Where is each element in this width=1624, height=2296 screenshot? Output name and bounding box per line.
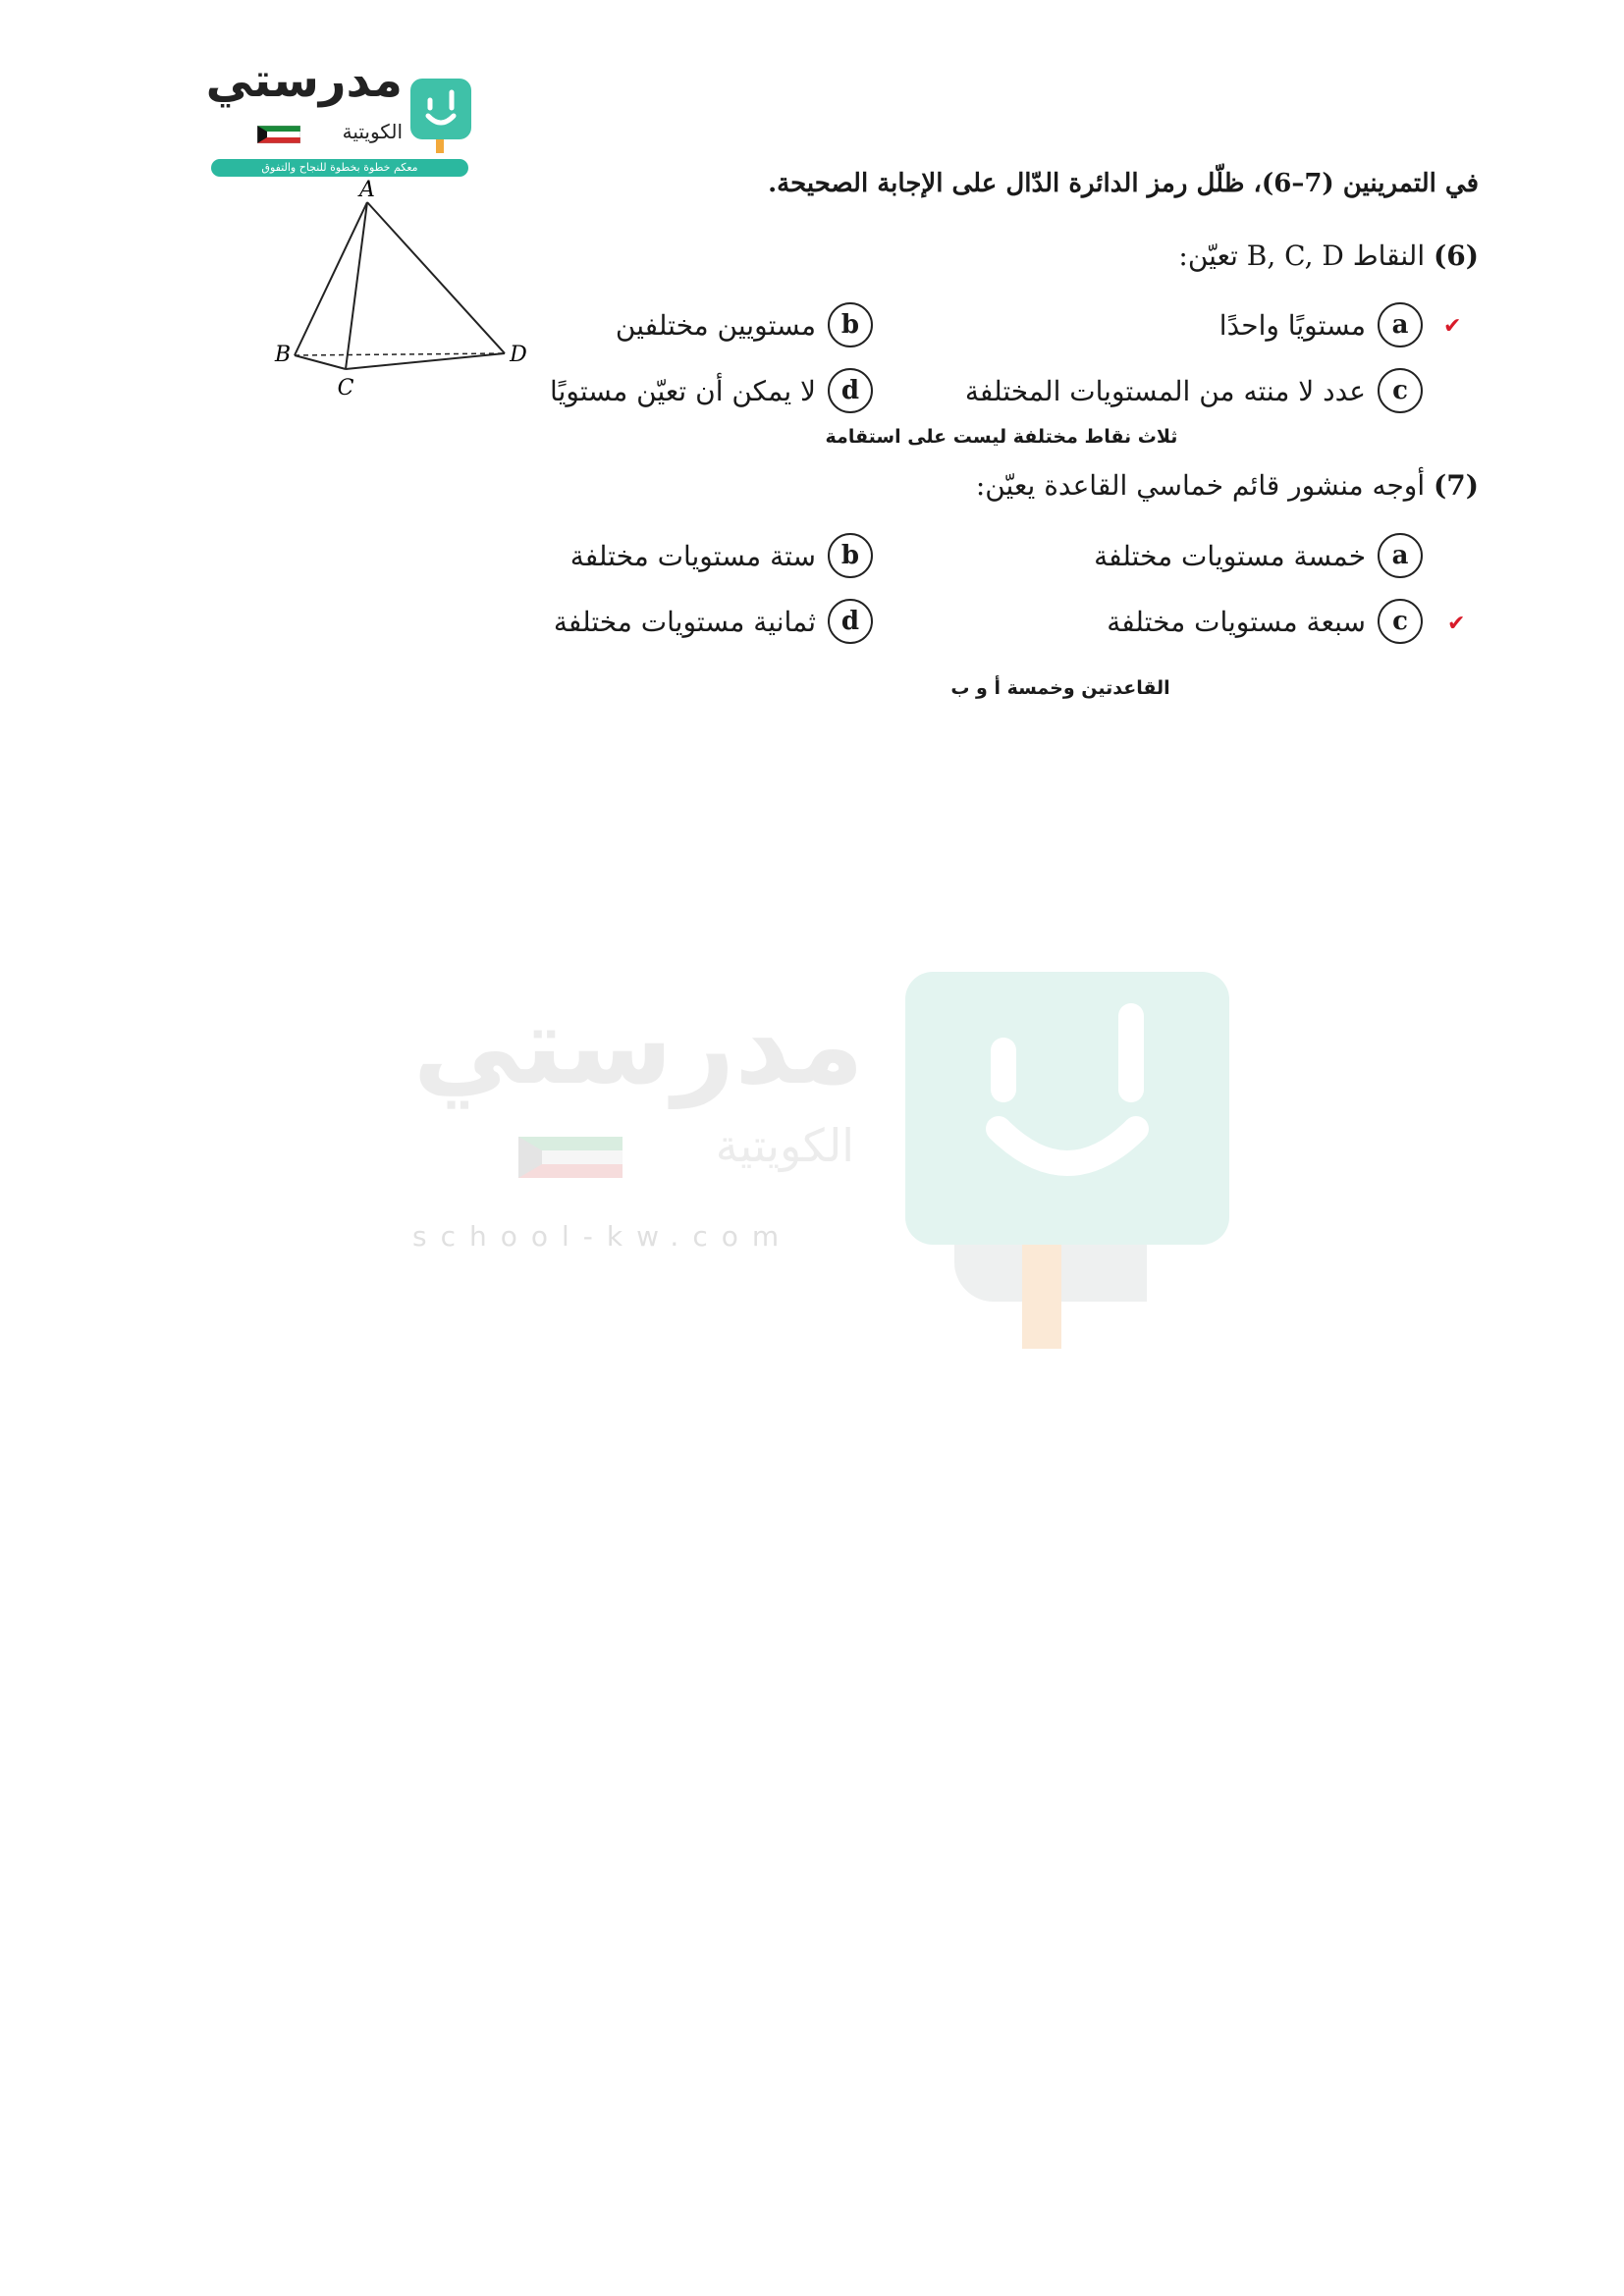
- question-text: أوجه منشور قائم خماسي القاعدة يعيّن:: [975, 469, 1426, 502]
- q7-option-c[interactable]: [1107, 599, 1423, 644]
- question-text: النقاط B, C, D تعيّن:: [1178, 240, 1426, 272]
- check-mark-icon: ✔: [1447, 612, 1466, 636]
- watermark-flag-icon: [518, 1137, 623, 1178]
- option-circle[interactable]: c: [1378, 599, 1423, 644]
- option-text: خمسة مستويات مختلفة: [1094, 539, 1366, 572]
- option-text: مستويين مختلفين: [615, 308, 816, 342]
- option-text: مستويًا واحدًا: [1218, 308, 1366, 342]
- option-circle[interactable]: b: [828, 302, 873, 347]
- option-circle[interactable]: a: [1378, 533, 1423, 578]
- option-text: لا يمكن أن تعيّن مستويًا: [550, 374, 816, 407]
- watermark-url: school-kw.com: [412, 1220, 793, 1253]
- logo-subtitle: الكويتية: [342, 120, 403, 143]
- instructions: في التمرينين (7–6)، ظلّل رمز الدائرة الدّال على الإجابة الصحيحة.: [768, 169, 1479, 198]
- logo-title: مدرستي: [205, 53, 403, 108]
- watermark-subtitle: الكويتية: [715, 1119, 854, 1172]
- handwritten-note: القاعدتين وخمسة أ و ب: [950, 677, 1170, 699]
- option-text: ستة مستويات مختلفة: [569, 539, 816, 572]
- watermark-ribbon: [1022, 1245, 1061, 1349]
- q6-option-c[interactable]: [965, 368, 1423, 413]
- check-mark-icon: ✔: [1443, 314, 1462, 339]
- label-a: A: [359, 178, 375, 202]
- label-d: D: [510, 343, 527, 367]
- q7-option-d[interactable]: [554, 599, 873, 644]
- watermark-title: مدرستي: [412, 983, 864, 1108]
- question-7: [497, 469, 1479, 502]
- watermark-logo-icon: [905, 972, 1229, 1245]
- option-circle[interactable]: c: [1378, 368, 1423, 413]
- q6-option-d[interactable]: [550, 368, 873, 413]
- option-text: ثمانية مستويات مختلفة: [553, 605, 816, 638]
- label-c: C: [337, 376, 354, 400]
- option-circle[interactable]: a: [1378, 302, 1423, 347]
- logo-tagline: معكم خطوة بخطوة للنجاح والتفوق: [211, 159, 468, 177]
- option-circle[interactable]: d: [828, 599, 873, 644]
- handwritten-note: ثلاث نقاط مختلفة ليست على استقامة: [825, 426, 1178, 448]
- logo-icon: [410, 79, 471, 139]
- question-6: [497, 240, 1479, 272]
- q6-option-a[interactable]: [1219, 302, 1423, 347]
- label-b: B: [274, 343, 292, 367]
- q6-option-b[interactable]: [616, 302, 873, 347]
- kuwait-flag-icon: [257, 126, 300, 143]
- question-number: (7): [1434, 469, 1479, 502]
- tetrahedron-figure: [265, 177, 540, 412]
- question-number: (6): [1434, 240, 1479, 272]
- q7-option-a[interactable]: [1094, 533, 1423, 578]
- option-text: سبعة مستويات مختلفة: [1107, 605, 1366, 638]
- option-text: عدد لا منته من المستويات المختلفة: [964, 374, 1366, 407]
- option-circle[interactable]: d: [828, 368, 873, 413]
- option-circle[interactable]: b: [828, 533, 873, 578]
- q7-option-b[interactable]: [570, 533, 873, 578]
